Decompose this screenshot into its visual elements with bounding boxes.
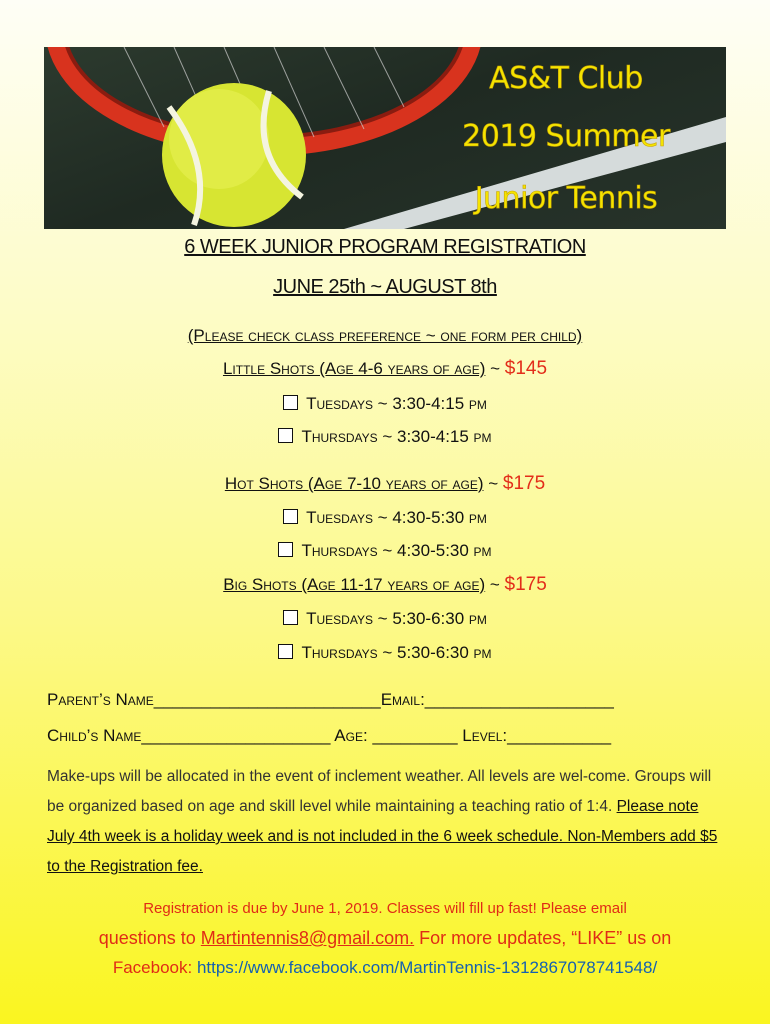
group-hot-shots: Hot Shots (Age 7-10 years of age) ~ $175 [224,473,546,494]
facebook-line: Facebook: https://www.facebook.com/MartinTennis-1312867078741548/ [112,958,658,977]
child-name-label: Child’s Name [47,726,142,745]
group-label: Big Shots (Age 11-17 years of age) [223,575,486,594]
child-name-field[interactable]: ____________________ [141,726,331,745]
group-price: $145 [504,358,548,379]
checkbox[interactable] [283,509,298,524]
banner-title-club: AS&T Club [489,61,643,96]
instruction-note: (Please check class preference ~ one form per child) [187,326,583,345]
group-little-shots: Little Shots (Age 4-6 years of age) ~ $145 [222,358,548,379]
checkbox[interactable] [283,395,298,410]
email-label: Email: [380,690,425,709]
checkbox[interactable] [283,610,298,625]
parent-email-line [47,690,727,710]
registration-deadline: Registration is due by June 1, 2019. Classes will fill up fast! Please email [143,900,627,917]
group-big-shots: Big Shots (Age 11-17 years of age) ~ $175 [223,574,547,595]
option-big-thursday[interactable]: Thursdays ~ 5:30-6:30 pm [0,643,770,663]
parent-name-field[interactable]: ________________________ [153,690,381,709]
checkbox[interactable] [278,428,293,443]
banner-title-year: 2019 Summer [462,119,670,154]
option-hot-tuesday[interactable]: Tuesdays ~ 4:30-5:30 pm [0,508,770,528]
contact-email-link[interactable]: Martintennis8@gmail.com. [200,928,415,948]
checkbox[interactable] [278,644,293,659]
group-label: Hot Shots (Age 7-10 years of age) [224,474,484,493]
facebook-link[interactable]: https://www.facebook.com/MartinTennis-1312867078741548/ [196,958,658,977]
option-big-tuesday[interactable]: Tuesdays ~ 5:30-6:30 pm [0,609,770,629]
age-field[interactable]: _________ [372,726,458,745]
group-label: Little Shots (Age 4-6 years of age) [222,359,486,378]
age-label: Age: [334,726,368,745]
group-price: $175 [502,473,546,494]
option-little-tuesday[interactable]: Tuesdays ~ 3:30-4:15 pm [0,394,770,414]
policy-paragraph: Make-ups will be allocated in the event of inclement weather. All levels are wel-come. Groups will be organized based on age and skill level while maintaining a teaching ratio of 1:4. Please note July 4th week is a holiday week and is not included in the 6 week schedule. Non-Members add $5 to the Registration fee. [47,768,718,875]
level-field[interactable]: ___________ [507,726,612,745]
registration-contact: questions to Martintennis8@gmail.com. For more updates, “LIKE” us on [98,928,672,948]
holiday-note: Please note July 4th week is a holiday week and is not included in the 6 week schedule. Non-Members add $5 to the Registration fee. [47,798,718,875]
option-little-thursday[interactable]: Thursdays ~ 3:30-4:15 pm [0,427,770,447]
parent-name-label: Parent’s Name [47,690,154,709]
banner-title-program: Junior Tennis [474,181,658,216]
checkbox[interactable] [278,542,293,557]
child-age-level-line [47,726,727,746]
program-dates: JUNE 25th ~ AUGUST 8th [273,276,497,298]
level-label: Level: [462,726,508,745]
header-banner [44,47,726,229]
group-price: $175 [504,574,547,595]
email-field[interactable]: ____________________ [424,690,614,709]
option-hot-thursday[interactable]: Thursdays ~ 4:30-5:30 pm [0,541,770,561]
program-heading: 6 WEEK JUNIOR PROGRAM REGISTRATION [184,236,586,258]
